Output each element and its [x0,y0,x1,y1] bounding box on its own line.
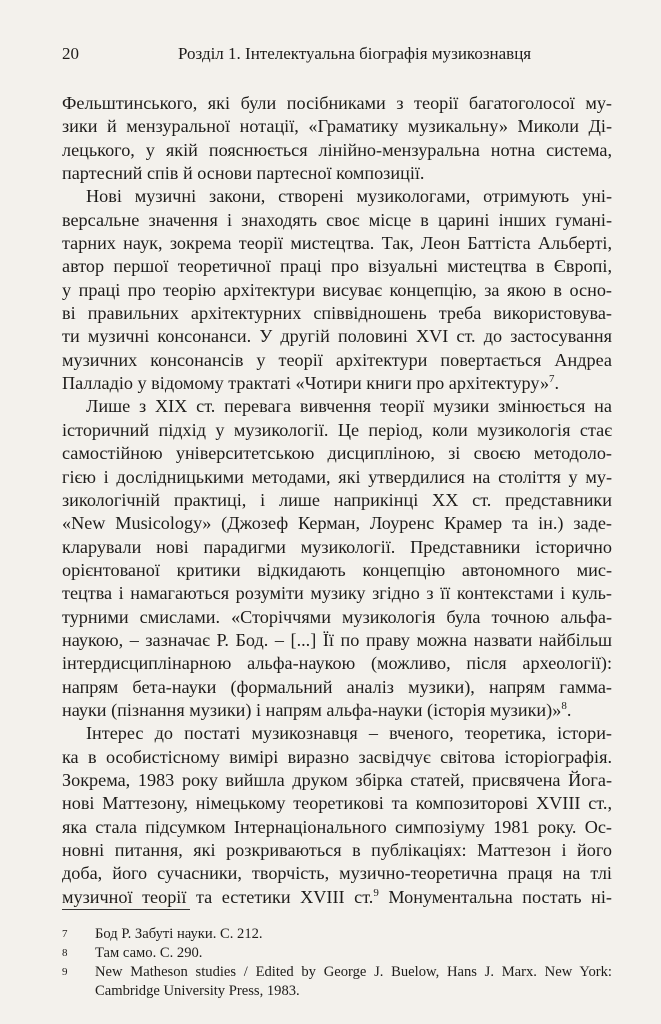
text-line: лецького, у якій пояснюється лінійно-мензуральна нотна система, [62,139,612,160]
text-line: автор першої теоретичної праці про візуальні мистецтва в Європі, [62,256,612,277]
footnote-text: Бод Р. Забуті науки. С. 212. [95,926,263,942]
text-line: у праці про теорію архітектури висуває концепцію, за якою в осно- [62,279,612,300]
page-number: 20 [62,44,79,63]
footnotes [62,925,612,1001]
text-line: Зокрема, 1983 року вийшла друком збірка статей, присвячена Йога- [62,769,612,790]
text-line: кларували нові парадигми музикології. Представники історично [62,536,612,557]
footnote-ref: 9 [373,886,379,899]
sentence-end: . [566,699,572,720]
footnote-number: 9 [62,966,68,978]
footnote-ref: 8 [561,699,567,712]
text-line: самостійною університетською дисципліною, зі своєю методоло- [62,443,612,464]
text-line: орієнтованої критики відкидають концепцію автономного мис- [62,559,612,580]
footnote-text: New Matheson studies / Edited by George J. Buelow, Hans J. Marx. New York: [95,964,612,980]
footnote-ref: 7 [549,373,555,386]
sentence-end: . [554,373,560,394]
text-line: історичний підхід у музикології. Це період, коли музикологія стає [62,419,612,440]
text-segment: музичної теорії та естетики XVIII ст. [62,886,374,907]
footnote-8 [62,944,612,963]
text-line: напрям бета-науки (формальний аналіз музики), напрям гамма- [62,676,612,697]
footnote-number: 7 [62,928,68,940]
text-line: «New Musicology» (Джозеф Керман, Лоуренс Крамер та ін.) заде- [62,513,612,534]
footnote-text: Cambridge University Press, 1983. [95,983,300,999]
footnote-divider [62,909,190,910]
text-line: Лише з XIX ст. перевага вивчення теорії музики змінюється на [86,396,612,417]
text-line: ка в особистісному вимірі виразно засвідчує світова історіографія. [62,746,612,767]
text-line: ти музичні консонанси. У другій половині XVI ст. до застосування [62,326,612,347]
text-line [62,699,612,722]
text-line: новні питання, які розкриваються в публікаціях: Маттезон і його [62,840,612,860]
text-line: зики й мензуральної нотації, «Граматику музикальну» Миколи Ді- [62,116,612,137]
footnote-text: Там само. С. 290. [95,945,203,961]
text-line: версальне значення і знаходять своє місце в царині інших гуманi- [62,209,612,230]
text-line: зикологічній практиці, і лише наприкінці XX ст. представники [62,489,612,510]
text-segment: Палладіо у відомому трактаті «Чотири книги про архітектуру» [62,373,550,394]
text-line [62,372,612,395]
text-line: гією і дослідницькими методами, які утвердилися на століття у му- [62,466,612,487]
text-line: ві правильних архітектурних співвідношень треба використовува- [62,303,612,324]
text-line [62,886,612,909]
text-line: музичних консонансів у теорії архітектури повертається Андреа [62,349,612,370]
text-line: Інтерес до постаті музикознавця – вченого, теоретика, істори- [86,723,612,744]
text-line: Нові музичні закони, створені музикологами, отримують уні- [86,186,612,207]
text-segment: Монументальна постать ні- [378,886,612,907]
text-line: Фельштинського, які були посібниками з теорії багатоголосої му- [62,93,612,113]
page-header [62,44,612,70]
text-line: нові Маттезону, німецькому теоретикові та композиторові XVIII ст., [62,793,612,814]
text-segment: науки (пізнання музики) і напрям альфа-науки (історія музики)» [62,699,562,720]
running-head: Розділ 1. Інтелектуальна біографія музикознавця [178,44,532,63]
text-line: тарних наук, зокрема теорії мистецтва. Так, Леон Баттіста Альберті, [62,233,612,254]
text-line: інтердисциплінарною альфа-наукою (можливо, після археології): [62,653,612,674]
text-line: тецтва і намагаються розуміти музику згідно з її контекстами і куль- [62,583,612,604]
text-line: яка стала підсумком Інтернаціонального симпозіуму 1981 року. Ос- [62,816,612,837]
footnote-7 [62,925,612,944]
footnote-9 [62,963,612,1001]
text-line: доба, його сучасники, творчість, музично-теоретична праця на тлі [62,863,612,884]
body-text [62,92,612,909]
text-line: партесний спів й основи партесної композиції. [62,163,425,184]
text-line: наукою, – зазначає Р. Бод. – [...] Її по праву можна назвати найбільш [62,629,612,650]
text-line: турними смислами. «Сторіччями музикологія була точною альфа- [62,606,612,627]
footnote-number: 8 [62,947,68,959]
